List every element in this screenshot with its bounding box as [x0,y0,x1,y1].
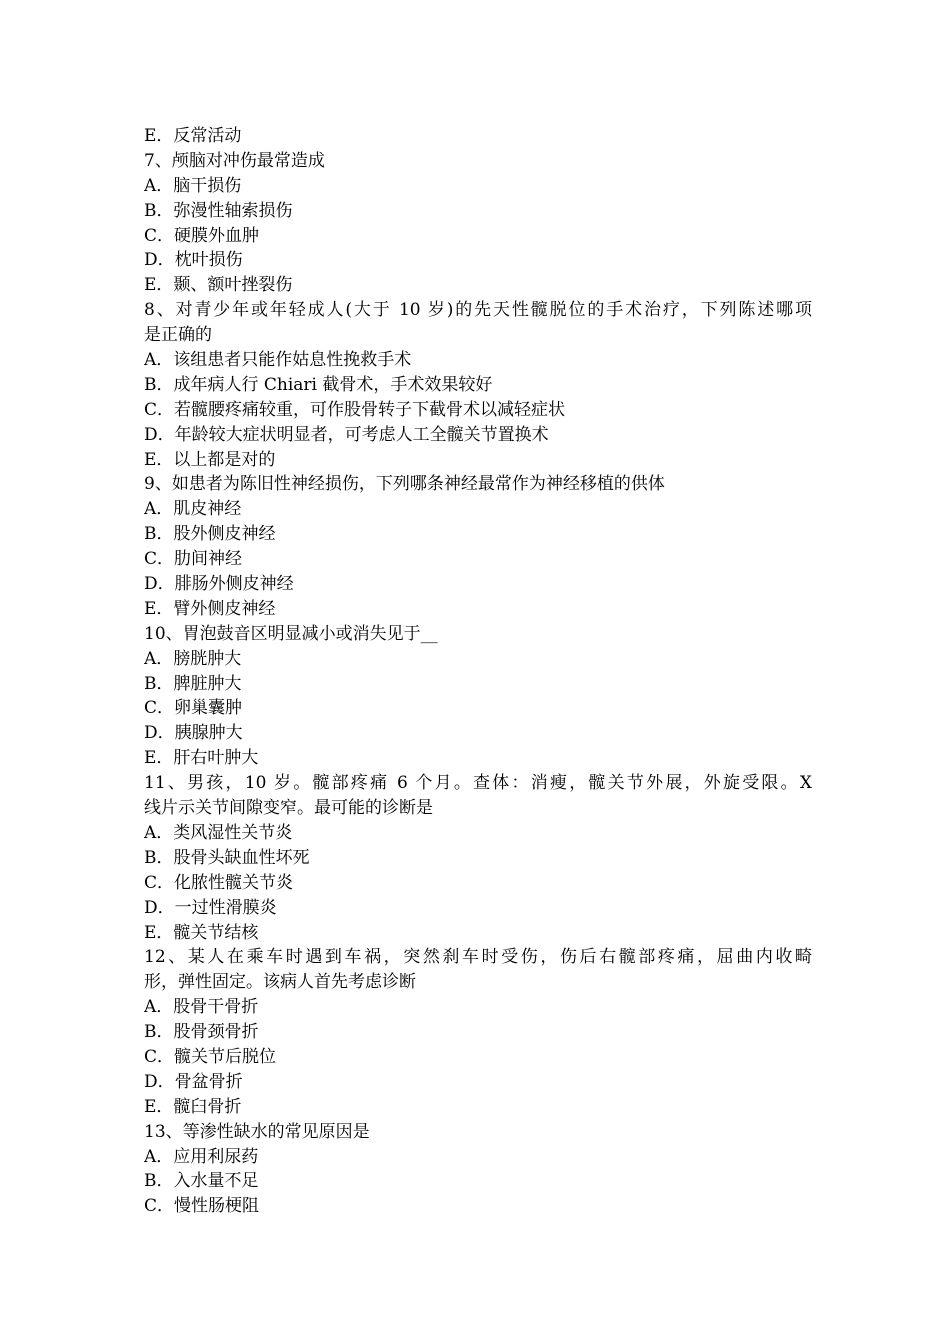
answer-option: A．脑干损伤 [144,175,242,196]
question-stem-continued: 形，弹性固定。该病人首先考虑诊断 [144,972,416,993]
answer-option: C．硬膜外血肿 [144,225,260,246]
answer-option: C．若髋腰疼痛较重，可作股骨转子下截骨术以减轻症状 [144,399,566,420]
answer-option: E．肝右叶肿大 [144,748,259,769]
answer-option: A．肌皮神经 [144,499,242,520]
answer-option: B．股骨头缺血性坏死 [144,847,310,868]
answer-option: B．股骨颈骨折 [144,1022,259,1043]
answer-option: C．髋关节后脱位 [144,1046,277,1067]
answer-option: E．以上都是对的 [144,449,276,470]
question-stem: 8、对青少年或年轻成人(大于 10 岁)的先天性髋脱位的手术治疗，下列陈述哪项 [144,300,812,321]
answer-option: A．膀胱肿大 [144,648,242,669]
answer-option: D．一过性滑膜炎 [144,897,277,918]
answer-option: E．反常活动 [144,126,242,146]
answer-option: C．慢性肠梗阻 [144,1196,260,1217]
question-stem: 9、如患者为陈旧性神经损伤，下列哪条神经最常作为神经移植的供体 [144,474,665,495]
question-stem: 11、男孩，10 岁。髋部疼痛 6 个月。查体：消瘦，髋关节外展，外旋受限。X [144,773,812,794]
answer-option: A．应用利尿药 [144,1146,259,1167]
answer-option: D．骨盆骨折 [144,1071,243,1092]
question-stem: 13、等渗性缺水的常见原因是 [144,1121,370,1142]
question-stem: 12、某人在乘车时遇到车祸，突然刹车时受伤，伤后右髋部疼痛，屈曲内收畸 [144,947,812,968]
answer-option: D．胰腺肿大 [144,723,243,744]
document-page [144,124,812,1219]
answer-option: B．入水量不足 [144,1171,259,1192]
answer-option: B．股外侧皮神经 [144,524,276,545]
answer-option: D．腓肠外侧皮神经 [144,574,294,595]
answer-option: B．脾脏肿大 [144,673,242,694]
answer-option: C．化脓性髋关节炎 [144,872,294,893]
answer-option: A．股骨干骨折 [144,997,259,1018]
answer-option: B．成年病人行 Chiari 截骨术，手术效果较好 [144,374,493,395]
answer-option: A．该组患者只能作姑息性挽救手术 [144,350,412,371]
answer-option: A．类风湿性关节炎 [144,822,293,843]
answer-option: D．枕叶损伤 [144,250,243,271]
answer-option: C．肋间神经 [144,549,243,570]
question-stem: 7、颅脑对冲伤最常造成 [144,150,325,171]
answer-option: C．卵巢囊肿 [144,698,243,719]
answer-option: D．年龄较大症状明显者，可考虑人工全髋关节置换术 [144,424,549,445]
answer-option: E．髋臼骨折 [144,1096,242,1117]
answer-option: E．髋关节结核 [144,922,259,943]
question-stem: 10、胃泡鼓音区明显减小或消失见于__ [144,623,438,644]
answer-option: E．颞、额叶挫裂伤 [144,275,293,296]
answer-option: E．臂外侧皮神经 [144,598,276,619]
question-stem-continued: 线片示关节间隙变窄。最可能的诊断是 [144,798,433,819]
answer-option: B．弥漫性轴索损伤 [144,200,293,221]
question-stem-continued: 是正确的 [144,325,212,346]
